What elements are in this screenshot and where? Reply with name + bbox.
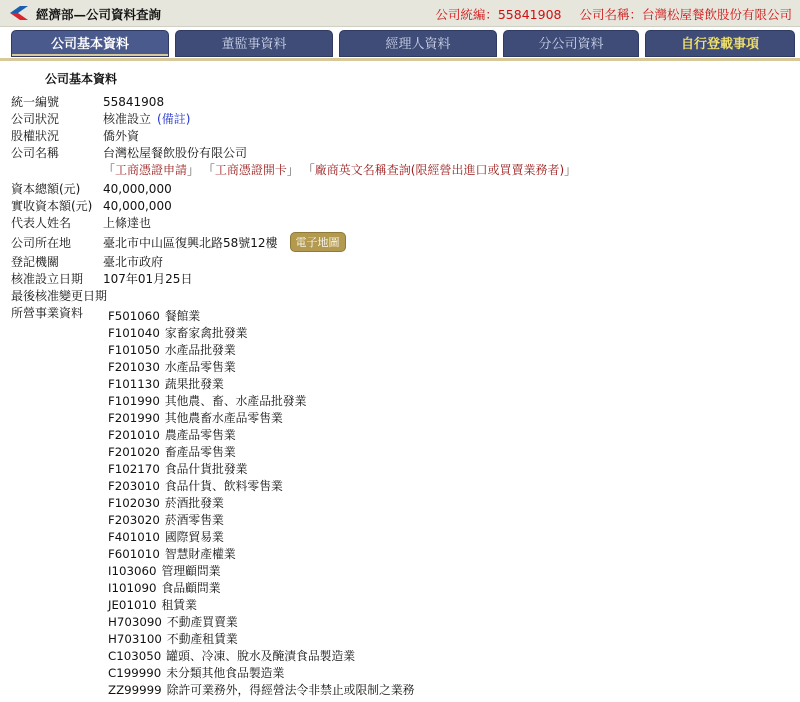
field-label: 公司名稱: [11, 146, 60, 160]
row-status: [11, 110, 190, 127]
site-title: 經濟部—公司資料查詢: [36, 7, 162, 22]
business-name: 食品什貨、飲料零售業: [164, 479, 283, 493]
business-list: [108, 308, 414, 699]
business-name: 餐館業: [164, 309, 201, 323]
row-approved-date: [11, 270, 192, 287]
business-code: F401010: [108, 530, 160, 544]
business-code: F101050: [108, 343, 160, 357]
business-name: 食品什貨批發業: [164, 462, 248, 476]
list-item: [108, 325, 414, 342]
business-code: H703090: [108, 615, 162, 629]
business-name: 未分類其他食品製造業: [166, 666, 285, 680]
list-item: [108, 631, 414, 648]
field-label: 所營事業資料: [11, 306, 84, 320]
business-name: 水產品零售業: [164, 360, 236, 374]
business-name: 不動產買賣業: [166, 615, 238, 629]
business-code: F102170: [108, 462, 160, 476]
tab-company-basic[interactable]: 公司基本資料: [11, 30, 169, 57]
company-name-label: 公司名稱：: [579, 7, 642, 22]
business-name: 國際貿易業: [164, 530, 224, 544]
status-note-link[interactable]: (備註): [157, 112, 191, 126]
tab-strip: [0, 27, 800, 61]
row-business: [11, 304, 103, 321]
list-item: [108, 546, 414, 563]
business-code: F201020: [108, 445, 160, 459]
business-name: 除許可業務外，得經營法令非禁止或限制之業務: [166, 683, 415, 697]
field-value: 55841908: [103, 95, 165, 109]
business-code: F601010: [108, 547, 160, 561]
business-name: 租賃業: [161, 598, 197, 612]
business-code: F201990: [108, 411, 160, 425]
bracket: 」: [564, 163, 577, 177]
business-code: F101990: [108, 394, 160, 408]
field-value: 40,000,000: [103, 182, 172, 196]
row-representative: [11, 214, 151, 231]
english-name-link[interactable]: 廠商英文名稱查詢(限經營出進口或買賣業務者): [314, 163, 565, 177]
field-label: 統一編號: [11, 95, 60, 109]
field-value: 107年01月25日: [103, 272, 193, 286]
field-label: 資本總額(元): [11, 182, 81, 196]
business-name: 其他農、畜、水產品批發業: [164, 394, 307, 408]
business-name: 畜產品零售業: [164, 445, 236, 459]
list-item: [108, 410, 414, 427]
business-name: 其他農畜水產品零售業: [164, 411, 283, 425]
tab-branches[interactable]: 分公司資料: [503, 30, 639, 57]
list-item: [108, 682, 414, 699]
list-item: [108, 478, 414, 495]
business-name: 家畜家禽批發業: [164, 326, 248, 340]
field-value: 上條達也: [103, 216, 152, 230]
list-item: [108, 342, 414, 359]
field-label: 最後核准變更日期: [11, 289, 108, 303]
bracket: 「: [302, 163, 315, 177]
row-company-name: [11, 144, 247, 161]
business-code: F203020: [108, 513, 160, 527]
moea-logo-icon: [8, 4, 30, 22]
field-value: 臺北市政府: [103, 255, 164, 269]
business-name: 水產品批發業: [164, 343, 236, 357]
business-name: 蔬果批發業: [164, 377, 224, 391]
list-item: [108, 495, 414, 512]
field-label: 公司狀況: [11, 112, 60, 126]
tab-directors[interactable]: 董監事資料: [175, 30, 333, 57]
list-item: [108, 376, 414, 393]
row-address: [11, 233, 346, 253]
list-item: [108, 597, 414, 614]
list-item: [108, 665, 414, 682]
company-no: 55841908: [497, 7, 562, 22]
business-code: F203010: [108, 479, 160, 493]
tab-managers[interactable]: 經理人資料: [339, 30, 497, 57]
business-name: 農產品零售業: [164, 428, 236, 442]
field-label: 實收資本額(元): [11, 199, 93, 213]
company-no-label: 公司統編：: [435, 7, 498, 22]
business-code: F101130: [108, 377, 160, 391]
business-name: 菸酒批發業: [164, 496, 224, 510]
business-code: I101090: [108, 581, 157, 595]
list-item: [108, 393, 414, 410]
list-item: [108, 563, 414, 580]
bracket: 「: [103, 163, 116, 177]
company-name: 台灣松屋餐飲股份有限公司: [641, 7, 792, 22]
cert-apply-link[interactable]: 工商憑證申請: [115, 163, 188, 177]
field-label: 股權狀況: [11, 129, 60, 143]
cert-card-link[interactable]: 工商憑證開卡: [214, 163, 287, 177]
row-equity: [11, 127, 139, 144]
field-value: 台灣松屋餐飲股份有限公司: [103, 146, 248, 160]
list-item: [108, 461, 414, 478]
field-label: 核准設立日期: [11, 272, 84, 286]
business-code: F501060: [108, 309, 160, 323]
business-code: F201030: [108, 360, 160, 374]
business-code: I103060: [108, 564, 157, 578]
business-code: C103050: [108, 649, 162, 663]
list-item: [108, 529, 414, 546]
row-last-change: [11, 287, 108, 304]
business-name: 罐頭、冷凍、脫水及醃漬食品製造業: [166, 649, 356, 663]
list-item: [108, 648, 414, 665]
business-code: C199990: [108, 666, 162, 680]
field-value: 核准設立: [103, 112, 152, 126]
list-item: [108, 427, 414, 444]
business-code: H703100: [108, 632, 162, 646]
row-unified-no: [11, 93, 164, 110]
field-value: 40,000,000: [103, 199, 172, 213]
business-name: 不動產租賃業: [166, 632, 238, 646]
list-item: [108, 444, 414, 461]
business-name: 智慧財產權業: [164, 547, 236, 561]
business-code: ZZ99999: [108, 683, 162, 697]
row-capital-paid: [11, 197, 172, 214]
business-code: F101040: [108, 326, 160, 340]
list-item: [108, 308, 414, 325]
tab-self-registered[interactable]: 自行登載事項: [645, 30, 795, 57]
top-bar: [0, 0, 800, 27]
business-name: 管理顧問業: [161, 564, 221, 578]
map-button[interactable]: 電子地圖: [290, 232, 346, 252]
business-name: 食品顧問業: [161, 581, 221, 595]
field-label: 代表人姓名: [11, 216, 72, 230]
bracket: 「: [202, 163, 215, 177]
list-item: [108, 359, 414, 376]
company-meta: [431, 5, 792, 23]
section-title: 公司基本資料: [45, 72, 118, 86]
list-item: [108, 614, 414, 631]
field-label: 公司所在地: [11, 236, 72, 250]
business-code: F102030: [108, 496, 160, 510]
business-name: 菸酒零售業: [164, 513, 224, 527]
row-capital-total: [11, 180, 172, 197]
list-item: [108, 512, 414, 529]
row-authority: [11, 253, 163, 270]
business-code: F201010: [108, 428, 160, 442]
service-links: [103, 161, 576, 178]
list-item: [108, 580, 414, 597]
field-label: 登記機關: [11, 255, 60, 269]
bracket: 」: [286, 163, 299, 177]
business-code: JE01010: [108, 598, 157, 612]
field-value: 僑外資: [103, 129, 140, 143]
bracket: 」: [187, 163, 200, 177]
field-value: 臺北市中山區復興北路58號12樓: [103, 236, 278, 250]
